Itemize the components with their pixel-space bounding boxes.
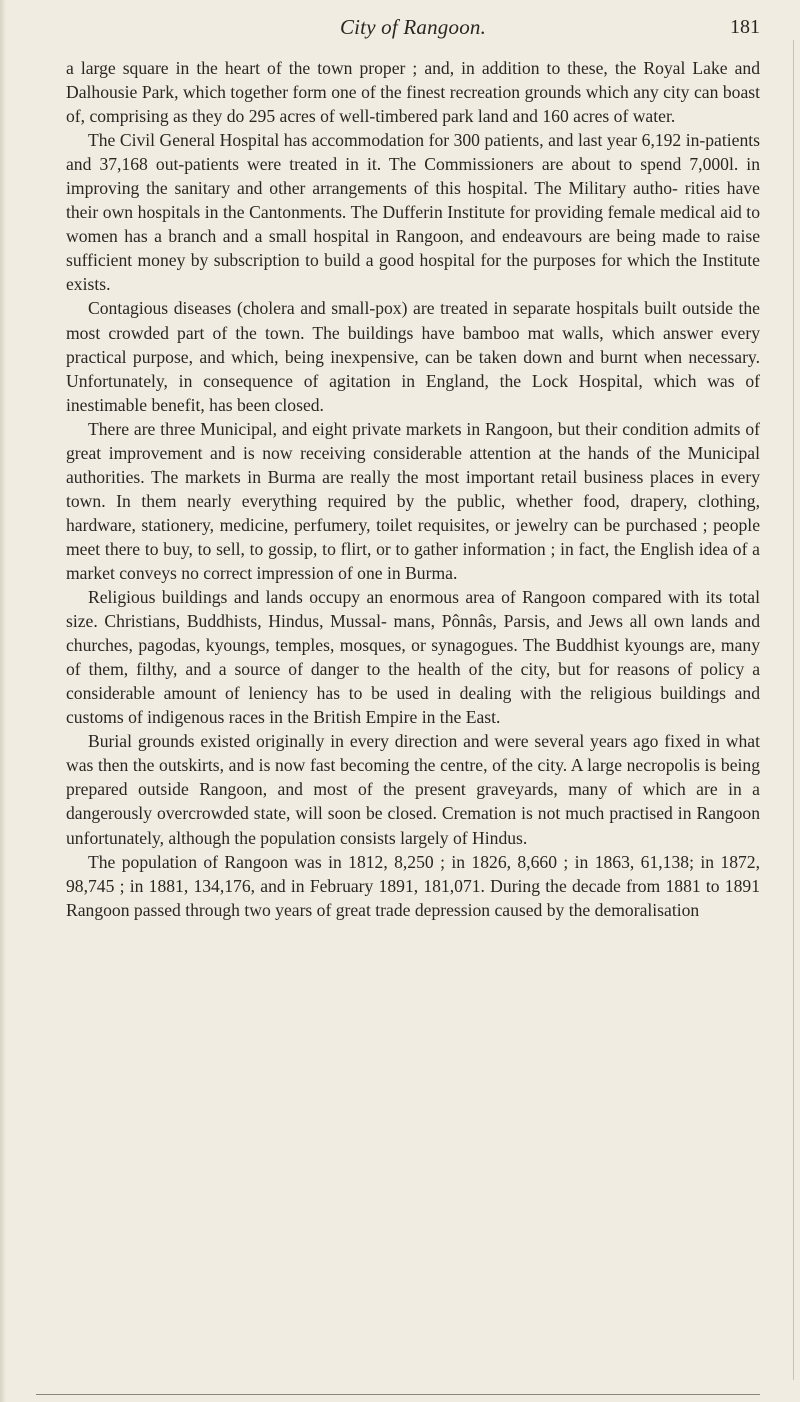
paragraph-population: The population of Rangoon was in 1812, 8,250 ; in 1826, 8,660 ; in 1863, 61,138; in 1872, 98,745 ; in 1881, 134,176, and in February 1891, 181,071. During the decade from 1881 to 1891 Rangoon passed through two years of great trade depression caused by the demoralisation bbox=[66, 851, 760, 920]
paragraph-continued: a large square in the heart of the town proper ; and, in addition to these, the Royal Lake and Dalhousie Park, which together form one of the finest recreation grounds which any city can boast of, comprising as they do 295 acres of well-timbered park land and 160 acres of water. bbox=[66, 58, 760, 127]
page-number: 181 bbox=[730, 16, 760, 38]
paragraph-contagious-diseases: Contagious diseases (cholera and small-pox) are treated in separate hospitals built outside the most crowded part of the town. The buildings have bamboo mat walls, which answer every practical purpose, and which, being inexpensive, can be taken down and burnt when necessary. Unfortunately, in consequence of agitation in England, the Lock Hospital, which was of inestimable benefit, has been closed. bbox=[66, 298, 760, 415]
page-edge-line bbox=[793, 40, 794, 1380]
body-text bbox=[66, 56, 760, 922]
running-title: City of Rangoon. bbox=[339, 15, 487, 39]
paragraph-hospitals: The Civil General Hospital has accommodation for 300 patients, and last year 6,192 in-patients and 37,168 out-patients were treated in it. The Commissioners are about to spend 7,000l. in improving the sanitary and other arrangements of this hospital. The Military autho- rities have their own hospitals in the Cantonments. The Dufferin Institute for providing female medical aid to women has a branch and a small hospital in Rangoon, and endeavours are being made to raise sufficient money by subscription to build a good hospital for the purposes for which the Institute exists. bbox=[66, 130, 760, 295]
running-head bbox=[66, 12, 760, 42]
paragraph-markets: There are three Municipal, and eight private markets in Rangoon, but their condition admits of great improvement and is now receiving considerable attention at the hands of the Municipal authorities. The markets in Burma are really the most important retail business places in every town. In them nearly everything required by the public, whether food, drapery, clothing, hardware, stationery, medicine, perfumery, toilet requisites, or jewelry can be purchased ; people meet there to buy, to sell, to gossip, to flirt, or to gather information ; in fact, the English idea of a market conveys no correct impression of one in Burma. bbox=[66, 418, 760, 583]
page-bottom-edge bbox=[36, 1394, 760, 1395]
gutter-shadow bbox=[0, 0, 6, 1402]
paragraph-burial-grounds: Burial grounds existed originally in every direction and were several years ago fixed in what was then the outskirts, and is now fast becoming the centre, of the city. A large necropolis is being prepared outside Rangoon, and most of the present graveyards, many of which are in a dangerously overcrowded state, will soon be closed. Cremation is not much practised in Rangoon unfortunately, although the population consists largely of Hindus. bbox=[66, 731, 760, 848]
paragraph-religious-buildings: Religious buildings and lands occupy an enormous area of Rangoon compared with its total size. Christians, Buddhists, Hindus, Mussal- mans, Pônnâs, Parsis, and Jews all own lands and churches, pagodas, kyoungs, temples, mosques, or synagogues. The Buddhist kyoungs are, many of them, filthy, and a source of danger to the health of the city, but for reasons of policy a considerable amount of leniency has to be used in dealing with the religious buildings and customs of indigenous races in the British Empire in the East. bbox=[66, 587, 760, 728]
